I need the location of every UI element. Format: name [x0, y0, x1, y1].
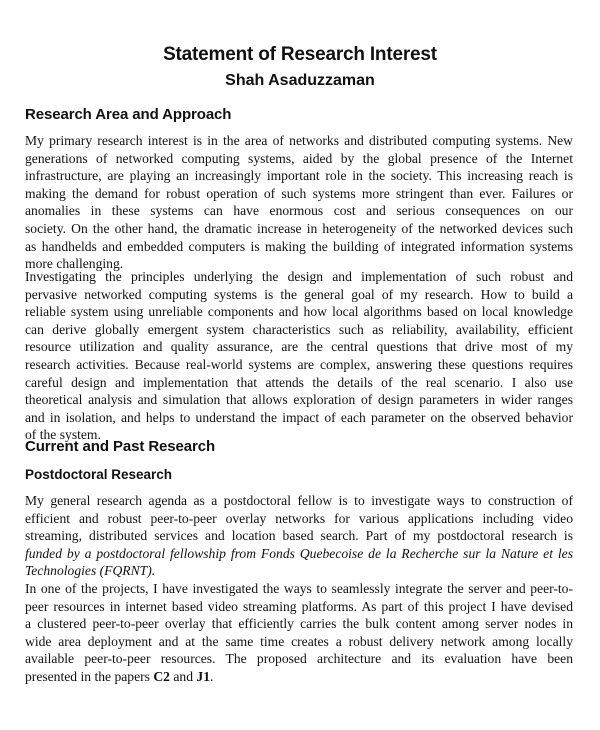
text-fragment: and	[169, 668, 197, 684]
paragraph-video-streaming-project	[25, 580, 573, 686]
text-line: efficient and robust peer-to-peer overlay networks for various applications including video	[25, 510, 573, 526]
funding-line: Technologies (FQRNT).	[25, 563, 156, 579]
section-heading-current-past: Current and Past Research	[25, 438, 216, 455]
text-line: available peer-to-peer resources. The proposed architecture and its evaluation have been	[25, 651, 573, 667]
text-line: infrastructure, are playing an increasingly important role in the society. This increasing reach is	[25, 168, 573, 184]
paper-reference-c2: C2	[153, 668, 170, 684]
paragraph-research-interest	[25, 132, 573, 273]
paragraph-research-goal	[25, 268, 573, 444]
text-line: and in isolation, and helps to understand the impact of each parameter on the observed behavior	[25, 409, 573, 425]
text-line: careful design and implementation that attends the details of the real scenario. I also use	[25, 374, 573, 390]
subsection-heading-postdoctoral: Postdoctoral Research	[25, 467, 173, 482]
section-heading-research-area: Research Area and Approach	[25, 106, 232, 123]
text-line: resource utilization and quality assurance, are the central questions that drive most of my	[25, 339, 573, 355]
paper-reference-j1: J1	[196, 668, 210, 684]
text-line: My primary research interest is in the area of networks and distributed computing systems. New	[25, 133, 573, 148]
text-line: In one of the projects, I have investigated the ways to seamlessly integrate the server and peer-to-	[25, 581, 573, 596]
text-line: as handhelds and embedded computers is making the building of integrated information systems	[25, 238, 573, 254]
paragraph-postdoctoral-agenda	[25, 492, 573, 580]
text-line: Investigating the principles underlying the design and implementation of such robust and	[25, 269, 573, 284]
text-line: can derive globally emergent system characteristics such as reliability, availability, efficient	[25, 321, 573, 337]
text-line: streaming, distributed services and location based search. Part of my postdoctoral research is	[25, 528, 573, 544]
document-title: Statement of Research Interest	[163, 44, 437, 65]
text-line: making the demand for robust operation of such systems more stringent than ever. Failures or	[25, 185, 573, 201]
document-author: Shah Asaduzzaman	[225, 72, 375, 89]
text-line: generations of networked computing systems, aided by the global presence of the Internet	[25, 150, 573, 166]
funding-line: funded by a postdoctoral fellowship from Fonds Quebecoise de la Recherche sur la Nature et les	[25, 545, 573, 561]
text-line: research activities. Because real-world systems are complex, answering these questions requires	[25, 356, 573, 372]
text-line: society. On the other hand, the dramatic increase in heterogeneity of the networked devices such	[25, 220, 573, 236]
text-line: My general research agenda as a postdoctoral fellow is to investigate ways to construction of	[25, 493, 573, 508]
text-line	[25, 668, 573, 686]
text-line: of the system.	[25, 427, 101, 443]
text-line: anomalies in these systems can have enormous cost and serious consequences on our	[25, 203, 573, 219]
text-line: pervasive networked computing systems is the general goal of my research. How to build a	[25, 286, 573, 302]
text-fragment: presented in the papers	[25, 668, 154, 684]
text-fragment: .	[210, 668, 214, 684]
text-line: more challenging.	[25, 256, 124, 272]
text-line: peer resources in internet based video streaming platforms. As part of this project I have devised	[25, 598, 573, 614]
text-line: reliable system using unreliable components and how local algorithms based on local knowledge	[25, 304, 573, 320]
text-line: wide area deployment and at the same time creates a robust delivery network among locally	[25, 633, 573, 649]
text-line: a clustered peer-to-peer overlay that efficiently carries the bulk content among server nodes in	[25, 616, 573, 632]
text-line: theoretical analysis and simulation that allows exploration of design parameters in wider ranges	[25, 392, 573, 408]
